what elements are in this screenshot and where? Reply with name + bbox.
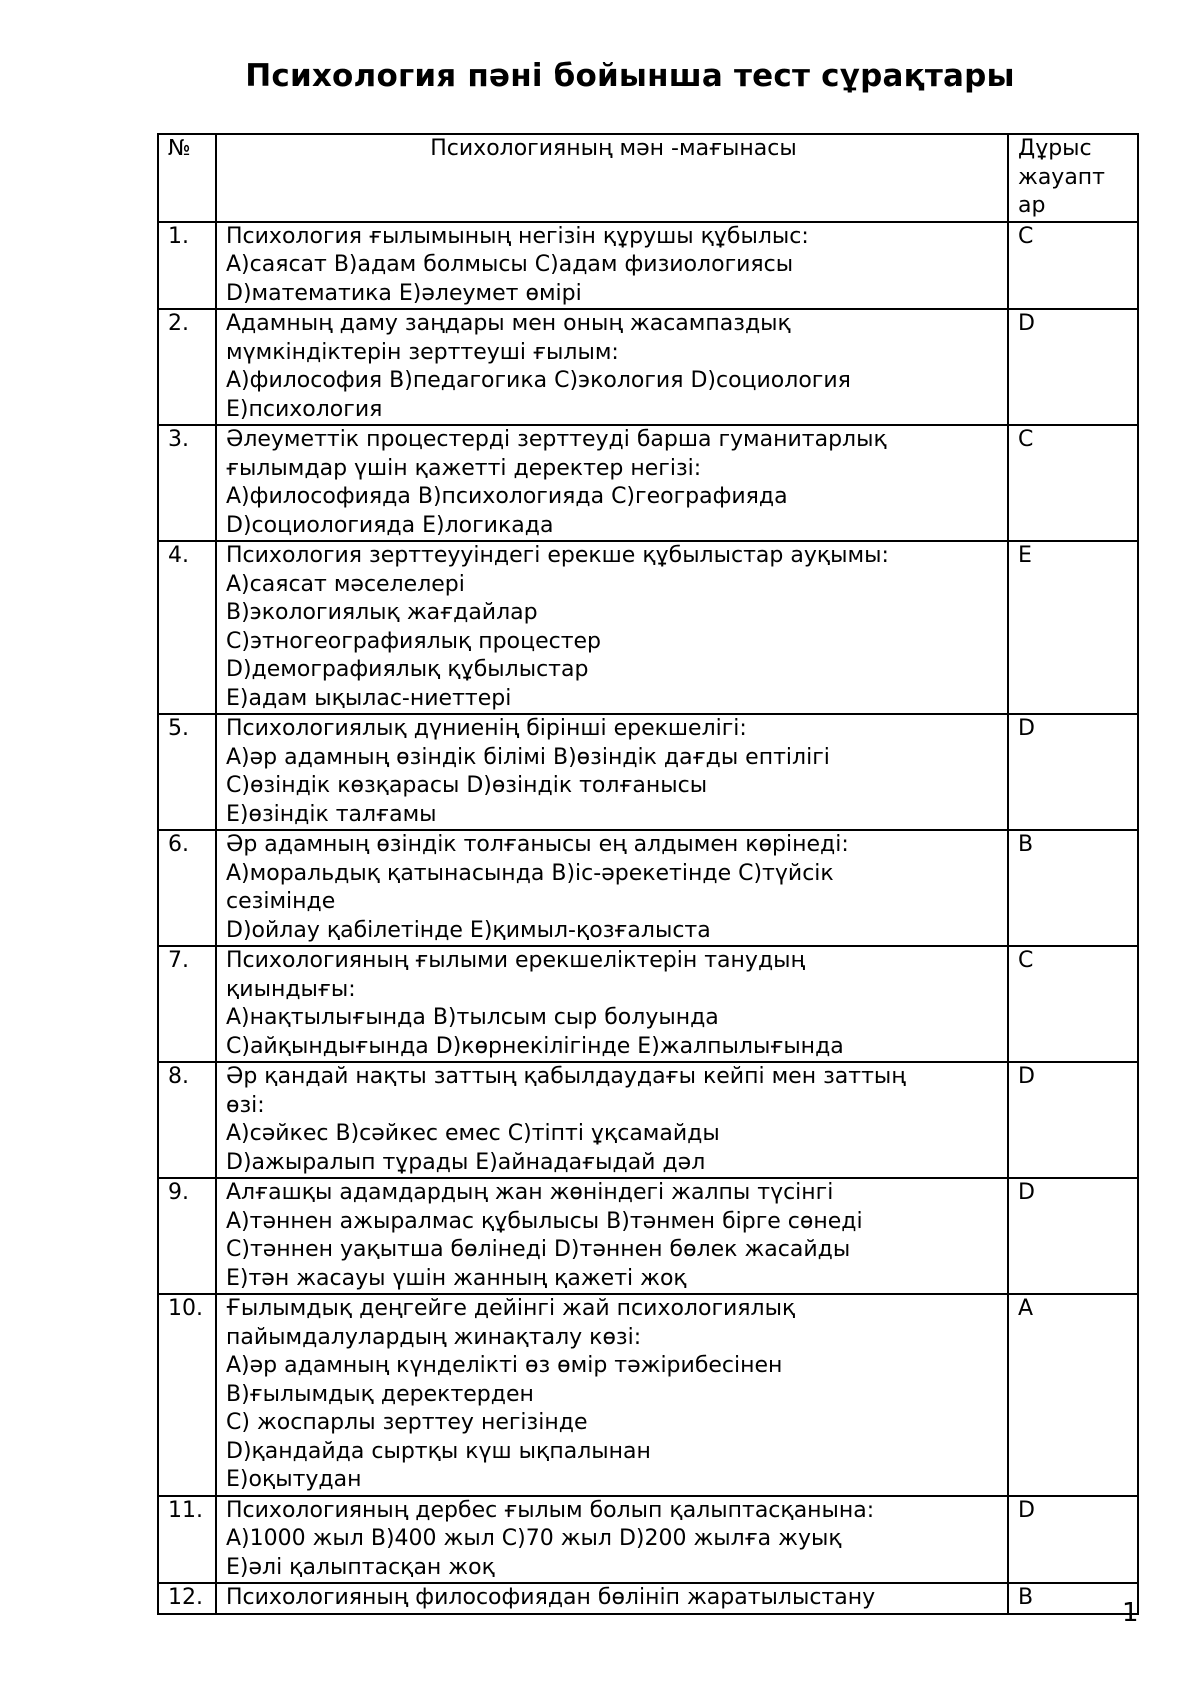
document-title: Психология пәні бойынша тест сұрақтары	[245, 58, 1015, 94]
question-line: D)ойлау қабілетінде Е)қимыл-қозғалыста	[226, 917, 711, 943]
header-answer-line: Дұрыс	[1018, 136, 1092, 161]
question-line: С)айқындығында D)көрнекілігінде Е)жалпылығында	[226, 1033, 844, 1059]
question-line: мүмкіндіктерін зерттеуші ғылым:	[226, 339, 619, 365]
question-line: Әлеуметтік процестерді зерттеуді барша гуманитарлық	[226, 427, 887, 452]
question-line: D)қандайда сыртқы күш ықпалынан	[226, 1438, 651, 1464]
header-answer-line: жауапт	[1018, 164, 1106, 190]
question-text	[216, 1583, 1008, 1614]
question-line: D)социологияда Е)логикада	[226, 512, 554, 538]
question-line: D)демографиялық құбылыстар	[226, 657, 589, 682]
question-line: Әр адамның өзіндік толғанысы ең алдымен көрінеді:	[226, 832, 849, 857]
page-number: 1	[1122, 1598, 1139, 1628]
question-table	[157, 133, 1139, 1615]
question-line: өзі:	[226, 1092, 265, 1118]
question-line: Е)адам ықылас-ниеттері	[226, 685, 512, 711]
question-number: 1.	[158, 222, 216, 310]
correct-answer: D	[1008, 1496, 1138, 1584]
header-answer-line: ар	[1018, 193, 1046, 218]
table-row	[158, 1496, 1138, 1584]
question-line: D)ажыралып тұрады Е)айнадағыдай дәл	[226, 1149, 706, 1175]
question-line: Е)оқытудан	[226, 1467, 362, 1492]
question-line: Адамның даму заңдары мен оның жасампаздық	[226, 311, 791, 336]
question-line: Психология ғылымының негізін құрушы құбылыс:	[226, 223, 809, 249]
correct-answer: D	[1008, 714, 1138, 830]
question-number: 9.	[158, 1178, 216, 1294]
table-row	[158, 830, 1138, 946]
correct-answer: E	[1008, 541, 1138, 714]
question-text	[216, 309, 1008, 425]
table-row	[158, 1294, 1138, 1496]
header-question: Психологияның мән -мағынасы	[216, 134, 1008, 222]
question-line: Е)әлі қалыптасқан жоқ	[226, 1554, 495, 1580]
question-line: қиындығы:	[226, 976, 356, 1002]
question-line: А)нақтылығында В)тылсым сыр болуында	[226, 1005, 719, 1030]
question-line: С)тәннен уақытша бөлінеді D)тәннен бөлек жасайды	[226, 1237, 851, 1262]
question-line: С) жоспарлы зерттеу негізінде	[226, 1410, 588, 1435]
question-line: Психологияның философиядан бөлініп жаратылыстану	[226, 1585, 876, 1610]
question-text	[216, 946, 1008, 1062]
question-number: 7.	[158, 946, 216, 1062]
question-line: Е)психология	[226, 396, 383, 422]
question-text	[216, 425, 1008, 541]
table-row	[158, 309, 1138, 425]
question-number: 6.	[158, 830, 216, 946]
table-row	[158, 714, 1138, 830]
question-text	[216, 1496, 1008, 1584]
question-line: пайымдалулардың жинақталу көзі:	[226, 1324, 642, 1350]
question-line: А)1000 жыл В)400 жыл С)70 жыл D)200 жылға жуық	[226, 1526, 842, 1551]
question-line: Е)тән жасауы үшін жанның қажеті жоқ	[226, 1265, 687, 1291]
question-number: 12.	[158, 1583, 216, 1614]
question-line: С)өзіндік көзқарасы D)өзіндік толғанысы	[226, 773, 708, 798]
question-text	[216, 830, 1008, 946]
table-row	[158, 1178, 1138, 1294]
table-row	[158, 1062, 1138, 1178]
question-text	[216, 1062, 1008, 1178]
question-line: Психологиялық дүниенің бірінші ерекшелігі:	[226, 716, 747, 741]
question-number: 11.	[158, 1496, 216, 1584]
question-line: сезімінде	[226, 889, 336, 914]
question-line: ғылымдар үшін қажетті деректер негізі:	[226, 455, 702, 481]
question-number: 2.	[158, 309, 216, 425]
question-line: В)экологиялық жағдайлар	[226, 600, 538, 625]
correct-answer: D	[1008, 1062, 1138, 1178]
question-line: А)моральдық қатынасында В)іс-әрекетінде С)түйсік	[226, 860, 834, 886]
question-text	[216, 1178, 1008, 1294]
question-line: Е)өзіндік талғамы	[226, 801, 437, 827]
table-row	[158, 1583, 1138, 1614]
question-line: А)әр адамның өзіндік білімі В)өзіндік дағды ептілігі	[226, 744, 830, 770]
correct-answer: C	[1008, 222, 1138, 310]
table-row	[158, 425, 1138, 541]
question-line: Психологияның дербес ғылым болып қалыптасқанына:	[226, 1497, 875, 1523]
correct-answer: C	[1008, 946, 1138, 1062]
header-answer	[1008, 134, 1138, 222]
table-row	[158, 946, 1138, 1062]
question-text	[216, 714, 1008, 830]
question-line: А)тәннен ажыралмас құбылысы В)тәнмен бірге сөнеді	[226, 1208, 863, 1234]
question-text	[216, 541, 1008, 714]
question-line: Психологияның ғылыми ерекшеліктерін танудың	[226, 948, 806, 973]
question-text	[216, 1294, 1008, 1496]
question-number: 8.	[158, 1062, 216, 1178]
question-number: 3.	[158, 425, 216, 541]
question-line: А)саясат мәселелері	[226, 571, 465, 597]
question-text	[216, 222, 1008, 310]
header-number: №	[158, 134, 216, 222]
table-row	[158, 222, 1138, 310]
correct-answer: D	[1008, 309, 1138, 425]
correct-answer: B	[1008, 830, 1138, 946]
question-line: Алғашқы адамдардың жан жөніндегі жалпы түсінгі	[226, 1180, 834, 1205]
question-number: 4.	[158, 541, 216, 714]
question-line: В)ғылымдық деректерден	[226, 1381, 534, 1407]
question-number: 10.	[158, 1294, 216, 1496]
question-line: Психология зерттеууіндегі ерекше құбылыстар ауқымы:	[226, 543, 889, 568]
correct-answer: B	[1008, 1583, 1138, 1614]
correct-answer: A	[1008, 1294, 1138, 1496]
question-line: А)саясат В)адам болмысы С)адам физиологиясы	[226, 252, 794, 277]
question-line: А)сәйкес В)сәйкес емес С)тіпті ұқсамайды	[226, 1121, 720, 1146]
correct-answer: C	[1008, 425, 1138, 541]
question-number: 5.	[158, 714, 216, 830]
question-line: Әр қандай нақты заттың қабылдаудағы кейпі мен заттың	[226, 1064, 906, 1089]
question-line: А)философияда В)психологияда С)географияда	[226, 484, 788, 509]
correct-answer: D	[1008, 1178, 1138, 1294]
question-line: А)философия В)педагогика С)экология D)социология	[226, 368, 851, 393]
table-header-row	[158, 134, 1138, 222]
question-line: С)этногеографиялық процестер	[226, 628, 602, 654]
question-line: А)әр адамның күнделікті өз өмір тәжірибесінен	[226, 1353, 783, 1378]
question-line: D)математика Е)әлеумет өмірі	[226, 280, 582, 306]
question-line: Ғылымдық деңгейге дейінгі жай психологиялық	[226, 1296, 796, 1321]
table-row	[158, 541, 1138, 714]
